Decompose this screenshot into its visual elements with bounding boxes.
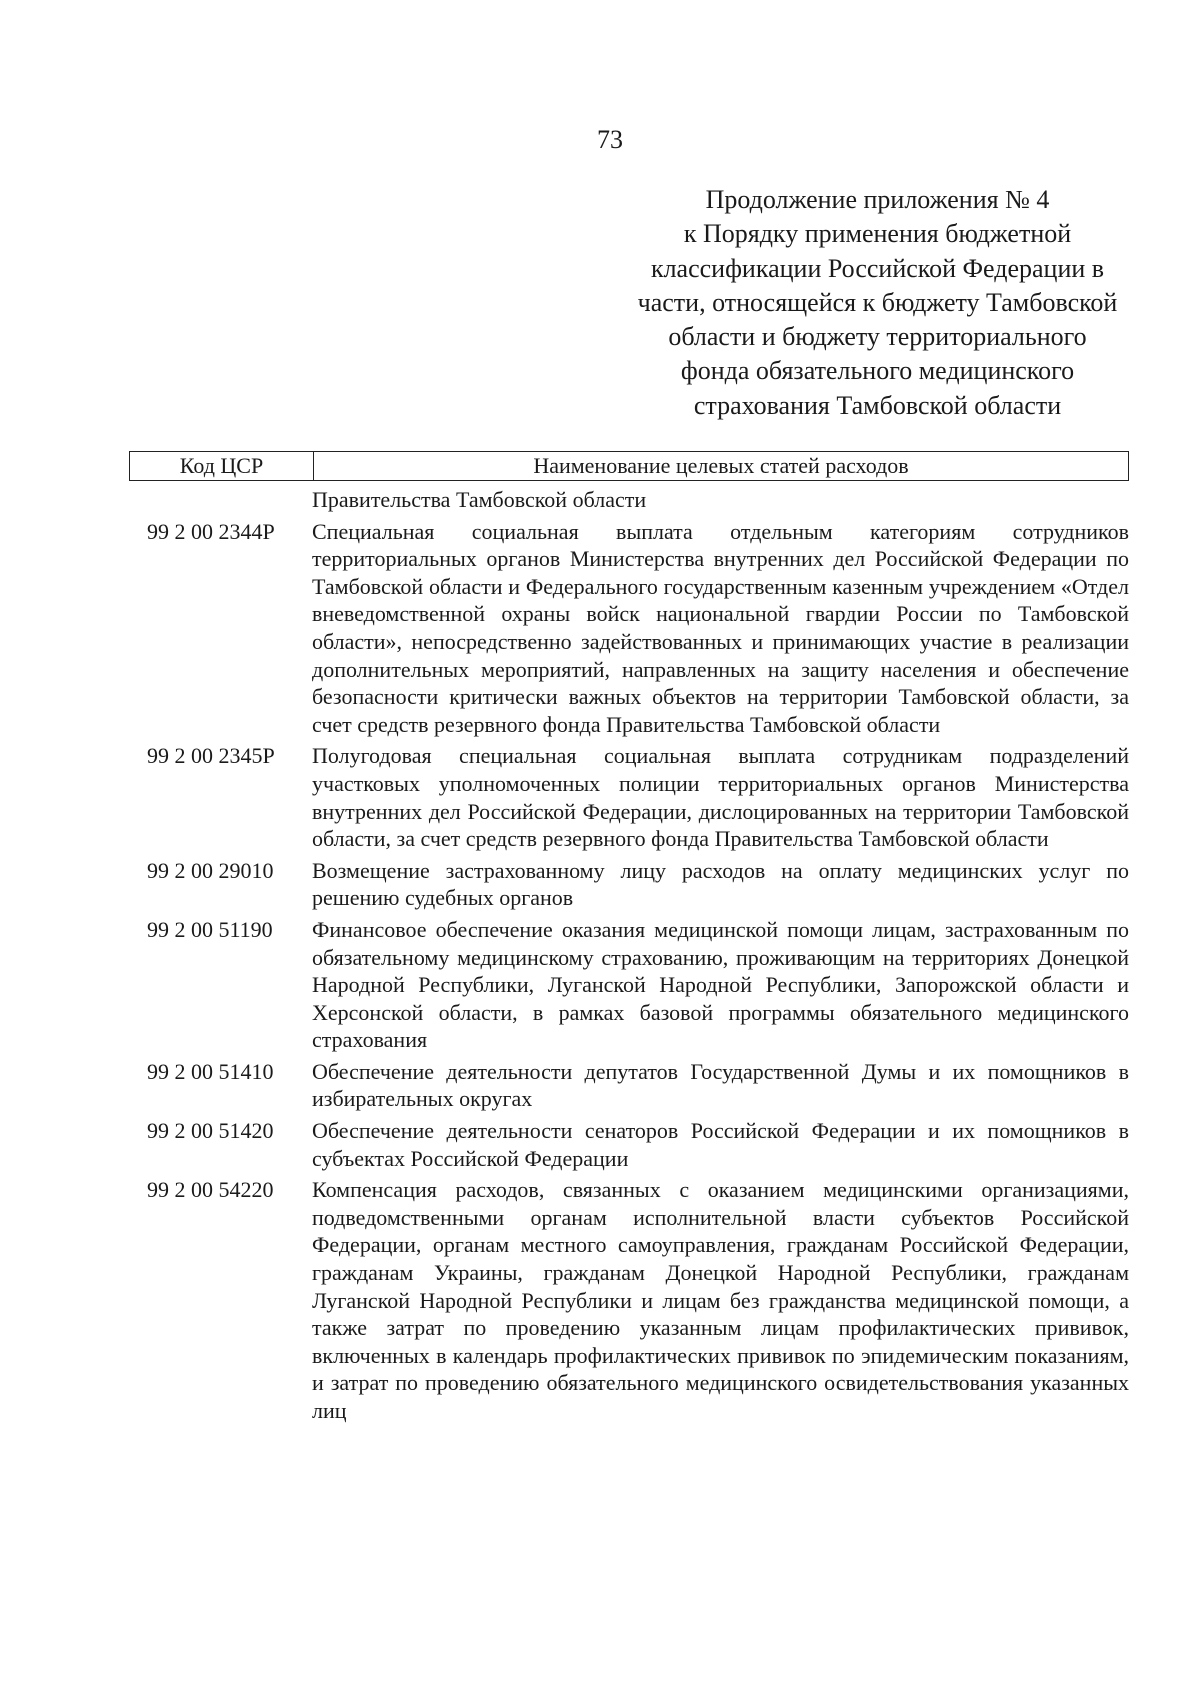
row-code: 99 2 00 51410 [147, 1058, 274, 1084]
row-code: 99 2 00 2344Р [147, 518, 275, 544]
table-row [129, 916, 1129, 1054]
table-row-continuation [129, 486, 1129, 514]
page-number: 73 [597, 125, 623, 154]
table-header [129, 451, 1129, 481]
appendix-note-line: части, относящейся к бюджету Тамбовской [637, 287, 1118, 317]
row-description: Компенсация расходов, связанных с оказанием медицинскими организациями, подведомственными органам исполнительной власти субъектов Российской Федерации, органам местного самоуправления, гражданам Российской Федерации, гражданам Украины, гражданам Донецкой Народной Республики, гражданам Луганской Народной Республики и лицам без гражданства медицинской помощи, а также затрат по проведению указанным лицам профилактических прививок, включенных в календарь профилактических прививок по эпидемическим показаниям, и затрат по проведению обязательного медицинского освидетельствования указанных лиц [312, 1177, 1129, 1423]
table-row [129, 518, 1129, 739]
table-row [129, 857, 1129, 912]
appendix-note-line: классификации Российской Федерации в [650, 253, 1105, 283]
row-code: 99 2 00 2345Р [147, 743, 275, 769]
row-description: Полугодовая специальная социальная выплата сотрудникам подразделений участковых уполномоченных полиции территориальных органов Министерства внутренних дел Российской Федерации, дислоцированных на территории Тамбовской области, за счет средств резервного фонда Правительства Тамбовской области [312, 743, 1129, 852]
row-description: Специальная социальная выплата отдельным категориям сотрудников территориальных органов Министерства внутренних дел Российской Федерации по Тамбовской области и Федерального государственным казенным учреждением «Отдел вневедомственной охраны войск национальной гвардии России по Тамбовской области», непосредственно задействованных и принимающих участие в реализации дополнительных мероприятий, направленных на защиту населения и обеспечение безопасности критически важных объектов на территории Тамбовской области, за счет средств резервного фонда Правительства Тамбовской области [312, 518, 1129, 737]
row-code: 99 2 00 29010 [147, 857, 274, 883]
appendix-note-line: к Порядку применения бюджетной [683, 219, 1072, 249]
table-row [129, 1058, 1129, 1113]
table-row [129, 742, 1129, 852]
appendix-note [585, 183, 1170, 423]
row-code: 99 2 00 51190 [147, 916, 273, 942]
row-code: 99 2 00 51420 [147, 1118, 274, 1144]
row-description: Правительства Тамбовской области [312, 487, 647, 512]
column-header-code: Код ЦСР [130, 452, 314, 480]
row-code: 99 2 00 54220 [147, 1177, 274, 1203]
table-row [129, 1176, 1129, 1424]
appendix-note-line: фонда обязательного медицинского [680, 356, 1075, 386]
row-description: Возмещение застрахованному лицу расходов на оплату медицинских услуг по решению судебных органов [312, 857, 1129, 911]
table-row [129, 1117, 1129, 1172]
appendix-note-line: страхования Тамбовской области [693, 390, 1062, 420]
row-description: Обеспечение деятельности депутатов Государственной Думы и их помощников в избирательных округах [312, 1058, 1129, 1112]
table-body [129, 486, 1129, 1429]
row-description: Финансовое обеспечение оказания медицинской помощи лицам, застрахованным по обязательному медицинскому страхованию, проживающим на территориях Донецкой Народной Республики, Луганской Народной Республики, Запорожской области и Херсонской области, в рамках базовой программы обязательного медицинского страхования [312, 916, 1129, 1053]
appendix-note-line: Продолжение приложения № 4 [705, 185, 1050, 214]
row-code [129, 486, 312, 514]
column-header-name: Наименование целевых статей расходов [533, 453, 909, 478]
row-description: Обеспечение деятельности сенаторов Российской Федерации и их помощников в субъектах Российской Федерации [312, 1118, 1129, 1171]
appendix-note-line: области и бюджету территориального [668, 322, 1087, 352]
